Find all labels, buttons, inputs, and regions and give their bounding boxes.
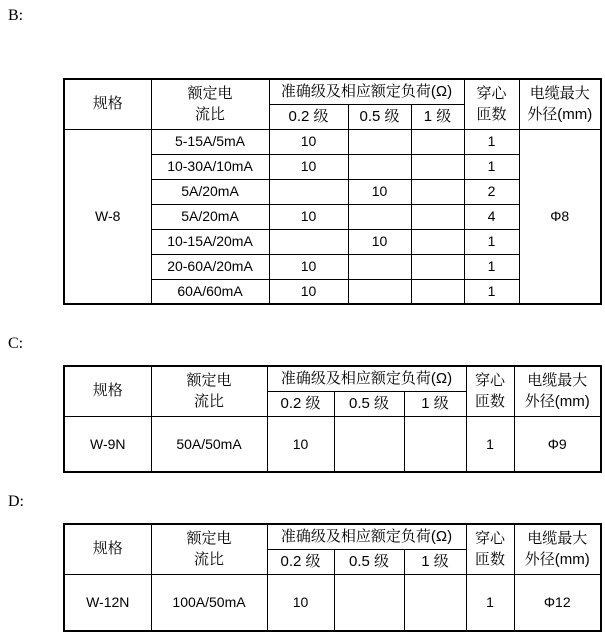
turns-cell: 1 — [464, 154, 519, 179]
ratio-cell: 50A/50mA — [151, 416, 267, 472]
accuracy-05-cell — [348, 204, 411, 229]
accuracy-02-cell: 10 — [269, 254, 348, 279]
col-header-turns — [464, 79, 519, 129]
header-row — [64, 366, 601, 391]
turns-cell: 1 — [464, 129, 519, 154]
spec-cell: W-8 — [64, 129, 151, 304]
accuracy-02-cell: 10 — [267, 574, 334, 631]
col-header-cable-diameter-line2: 外径(mm) — [524, 393, 590, 411]
accuracy-05-cell: 10 — [348, 179, 411, 204]
col-header-accuracy-load-group: 准确级及相应额定负荷(Ω) — [269, 79, 464, 104]
col-header-turns-line1: 穿心 — [474, 529, 505, 547]
accuracy-1-cell — [411, 154, 464, 179]
accuracy-02-cell: 10 — [269, 279, 348, 304]
accuracy-05-cell: 10 — [348, 229, 411, 254]
spec-table-d — [63, 523, 602, 632]
spec-table-b — [63, 78, 602, 305]
col-header-accuracy-05: 0.5 级 — [334, 549, 404, 574]
spec-cell: W-12N — [64, 574, 151, 631]
col-header-turns-line2: 匝数 — [474, 551, 505, 569]
accuracy-1-cell — [411, 204, 464, 229]
col-header-cable-diameter-line2: 外径(mm) — [527, 106, 593, 124]
col-header-cable-diameter — [514, 366, 601, 416]
accuracy-05-cell — [334, 416, 404, 472]
col-header-spec: 规格 — [64, 366, 151, 416]
accuracy-1-cell — [404, 574, 466, 631]
col-header-spec: 规格 — [64, 524, 151, 574]
ratio-cell: 10-30A/10mA — [151, 154, 269, 179]
col-header-current-ratio-line2: 流比 — [193, 393, 224, 411]
spec-table-c — [63, 365, 602, 473]
accuracy-05-cell — [348, 254, 411, 279]
ratio-cell: 20-60A/20mA — [151, 254, 269, 279]
accuracy-02-cell: 10 — [267, 416, 334, 472]
accuracy-1-cell — [411, 254, 464, 279]
col-header-accuracy-load-group: 准确级及相应额定负荷(Ω) — [267, 524, 466, 549]
col-header-accuracy-05: 0.5 级 — [348, 104, 411, 129]
col-header-current-ratio-line2: 流比 — [194, 106, 225, 124]
turns-cell: 1 — [464, 279, 519, 304]
ratio-cell: 5A/20mA — [151, 179, 269, 204]
col-header-current-ratio-line2: 流比 — [193, 551, 224, 569]
accuracy-05-cell — [348, 154, 411, 179]
turns-cell: 1 — [466, 416, 514, 472]
col-header-turns-line2: 匝数 — [474, 393, 505, 411]
col-header-current-ratio-line1: 额定电 — [186, 529, 232, 547]
turns-cell: 2 — [464, 179, 519, 204]
turns-cell: 1 — [466, 574, 514, 631]
col-header-turns — [466, 366, 514, 416]
section-label-c: C: — [8, 335, 24, 352]
col-header-cable-diameter-line1: 电缆最大 — [527, 371, 588, 389]
accuracy-02-cell — [269, 179, 348, 204]
col-header-turns — [466, 524, 514, 574]
turns-cell: 1 — [464, 229, 519, 254]
col-header-turns-line1: 穿心 — [474, 371, 505, 389]
col-header-cable-diameter — [519, 79, 601, 129]
section-label-b: B: — [8, 7, 24, 24]
table-row — [64, 416, 601, 472]
col-header-accuracy-02: 0.2 级 — [269, 104, 348, 129]
col-header-turns-line1: 穿心 — [476, 84, 507, 102]
col-header-cable-diameter-line1: 电缆最大 — [529, 84, 590, 102]
col-header-accuracy-1: 1 级 — [404, 549, 466, 574]
col-header-accuracy-1: 1 级 — [404, 391, 466, 416]
cable-diameter-cell: Φ8 — [519, 129, 601, 304]
accuracy-02-cell: 10 — [269, 154, 348, 179]
col-header-cable-diameter-line2: 外径(mm) — [524, 551, 590, 569]
ratio-cell: 5A/20mA — [151, 204, 269, 229]
accuracy-1-cell — [411, 279, 464, 304]
col-header-current-ratio — [151, 524, 267, 574]
header-row — [64, 79, 601, 104]
accuracy-02-cell — [269, 229, 348, 254]
cable-diameter-cell: Φ9 — [514, 416, 601, 472]
col-header-accuracy-02: 0.2 级 — [267, 549, 334, 574]
ratio-cell: 100A/50mA — [151, 574, 267, 631]
ratio-cell: 5-15A/5mA — [151, 129, 269, 154]
col-header-accuracy-02: 0.2 级 — [267, 391, 334, 416]
table-row — [64, 129, 601, 154]
spec-cell: W-9N — [64, 416, 151, 472]
col-header-current-ratio-line1: 额定电 — [186, 371, 232, 389]
accuracy-1-cell — [411, 179, 464, 204]
accuracy-05-cell — [348, 279, 411, 304]
col-header-accuracy-load-group: 准确级及相应额定负荷(Ω) — [267, 366, 466, 391]
col-header-cable-diameter-line1: 电缆最大 — [527, 529, 588, 547]
col-header-current-ratio — [151, 79, 269, 129]
cable-diameter-cell: Φ12 — [514, 574, 601, 631]
table-row — [64, 574, 601, 631]
accuracy-1-cell — [411, 129, 464, 154]
header-row — [64, 524, 601, 549]
col-header-spec: 规格 — [64, 79, 151, 129]
section-label-d: D: — [8, 493, 24, 510]
col-header-accuracy-05: 0.5 级 — [334, 391, 404, 416]
col-header-current-ratio-line1: 额定电 — [187, 84, 233, 102]
turns-cell: 1 — [464, 254, 519, 279]
accuracy-1-cell — [411, 229, 464, 254]
col-header-accuracy-1: 1 级 — [411, 104, 464, 129]
col-header-turns-line2: 匝数 — [476, 106, 507, 124]
accuracy-02-cell: 10 — [269, 204, 348, 229]
accuracy-02-cell: 10 — [269, 129, 348, 154]
col-header-current-ratio — [151, 366, 267, 416]
col-header-cable-diameter — [514, 524, 601, 574]
ratio-cell: 60A/60mA — [151, 279, 269, 304]
accuracy-05-cell — [348, 129, 411, 154]
ratio-cell: 10-15A/20mA — [151, 229, 269, 254]
accuracy-05-cell — [334, 574, 404, 631]
turns-cell: 4 — [464, 204, 519, 229]
accuracy-1-cell — [404, 416, 466, 472]
